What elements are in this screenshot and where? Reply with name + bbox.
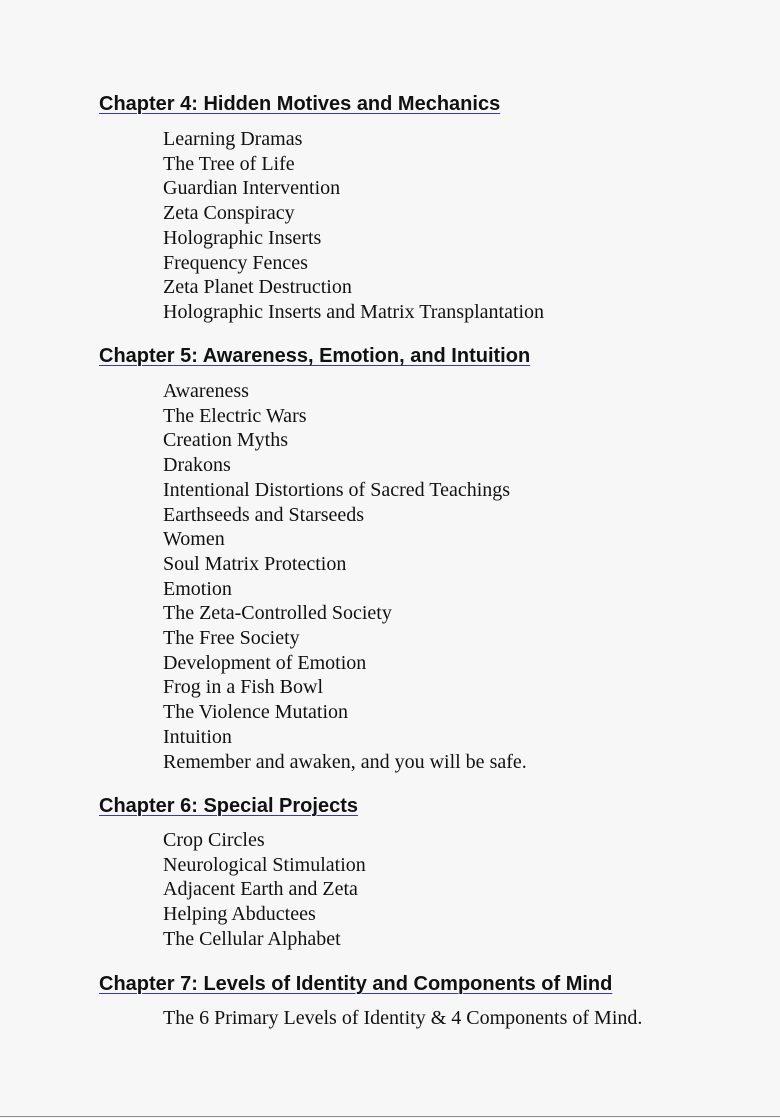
topic-item: The 6 Primary Levels of Identity & 4 Components of Mind. — [163, 1007, 643, 1029]
topic-item: The Free Society — [163, 627, 300, 650]
topic-list — [99, 379, 759, 774]
topic-item: Adjacent Earth and Zeta — [163, 878, 358, 901]
topic-item: Women — [163, 528, 225, 551]
topic-list — [99, 127, 759, 325]
page-bottom-divider — [0, 1116, 780, 1117]
topic-item: Zeta Conspiracy — [163, 202, 295, 225]
topic-item: Holographic Inserts and Matrix Transplantation — [163, 300, 545, 323]
topic-item: Awareness — [163, 380, 249, 402]
topic-item: Drakons — [163, 454, 231, 477]
topic-item: Development of Emotion — [163, 651, 367, 674]
topic-item: Zeta Planet Destruction — [163, 276, 352, 299]
topic-item: Earthseeds and Starseeds — [163, 503, 365, 526]
topic-list — [99, 1006, 759, 1031]
topic-item: Neurological Stimulation — [163, 853, 366, 876]
chapter-heading[interactable]: Chapter 7: Levels of Identity and Components of Mind — [99, 973, 613, 995]
topic-item: The Violence Mutation — [163, 701, 349, 724]
topic-item: The Cellular Alphabet — [163, 927, 341, 950]
topic-item: Creation Myths — [163, 429, 288, 452]
topic-item: The Tree of Life — [163, 152, 295, 175]
topic-item: Soul Matrix Protection — [163, 552, 347, 575]
topic-item: Crop Circles — [163, 829, 265, 851]
chapter-heading[interactable]: Chapter 5: Awareness, Emotion, and Intuition — [99, 345, 531, 367]
topic-item: Intuition — [163, 725, 232, 748]
topic-item: The Electric Wars — [163, 404, 307, 427]
chapter-heading[interactable]: Chapter 6: Special Projects — [99, 795, 358, 817]
topic-item: The Zeta-Controlled Society — [163, 602, 392, 625]
chapter-4-section — [99, 92, 759, 325]
chapter-6-section — [99, 794, 759, 952]
topic-item: Intentional Distortions of Sacred Teachings — [163, 478, 511, 501]
topic-item: Emotion — [163, 577, 232, 600]
chapter-7-section — [99, 972, 759, 1031]
topic-item: Learning Dramas — [163, 128, 303, 150]
topic-item: Holographic Inserts — [163, 226, 322, 249]
topic-item: Frequency Fences — [163, 251, 308, 274]
chapter-heading[interactable]: Chapter 4: Hidden Motives and Mechanics — [99, 93, 501, 115]
topic-item: Frog in a Fish Bowl — [163, 676, 324, 699]
topic-list — [99, 828, 759, 952]
chapter-5-section — [99, 344, 759, 774]
topic-item: Helping Abductees — [163, 903, 316, 926]
topic-item: Guardian Intervention — [163, 177, 341, 200]
topic-item: Remember and awaken, and you will be safe. — [163, 750, 527, 773]
